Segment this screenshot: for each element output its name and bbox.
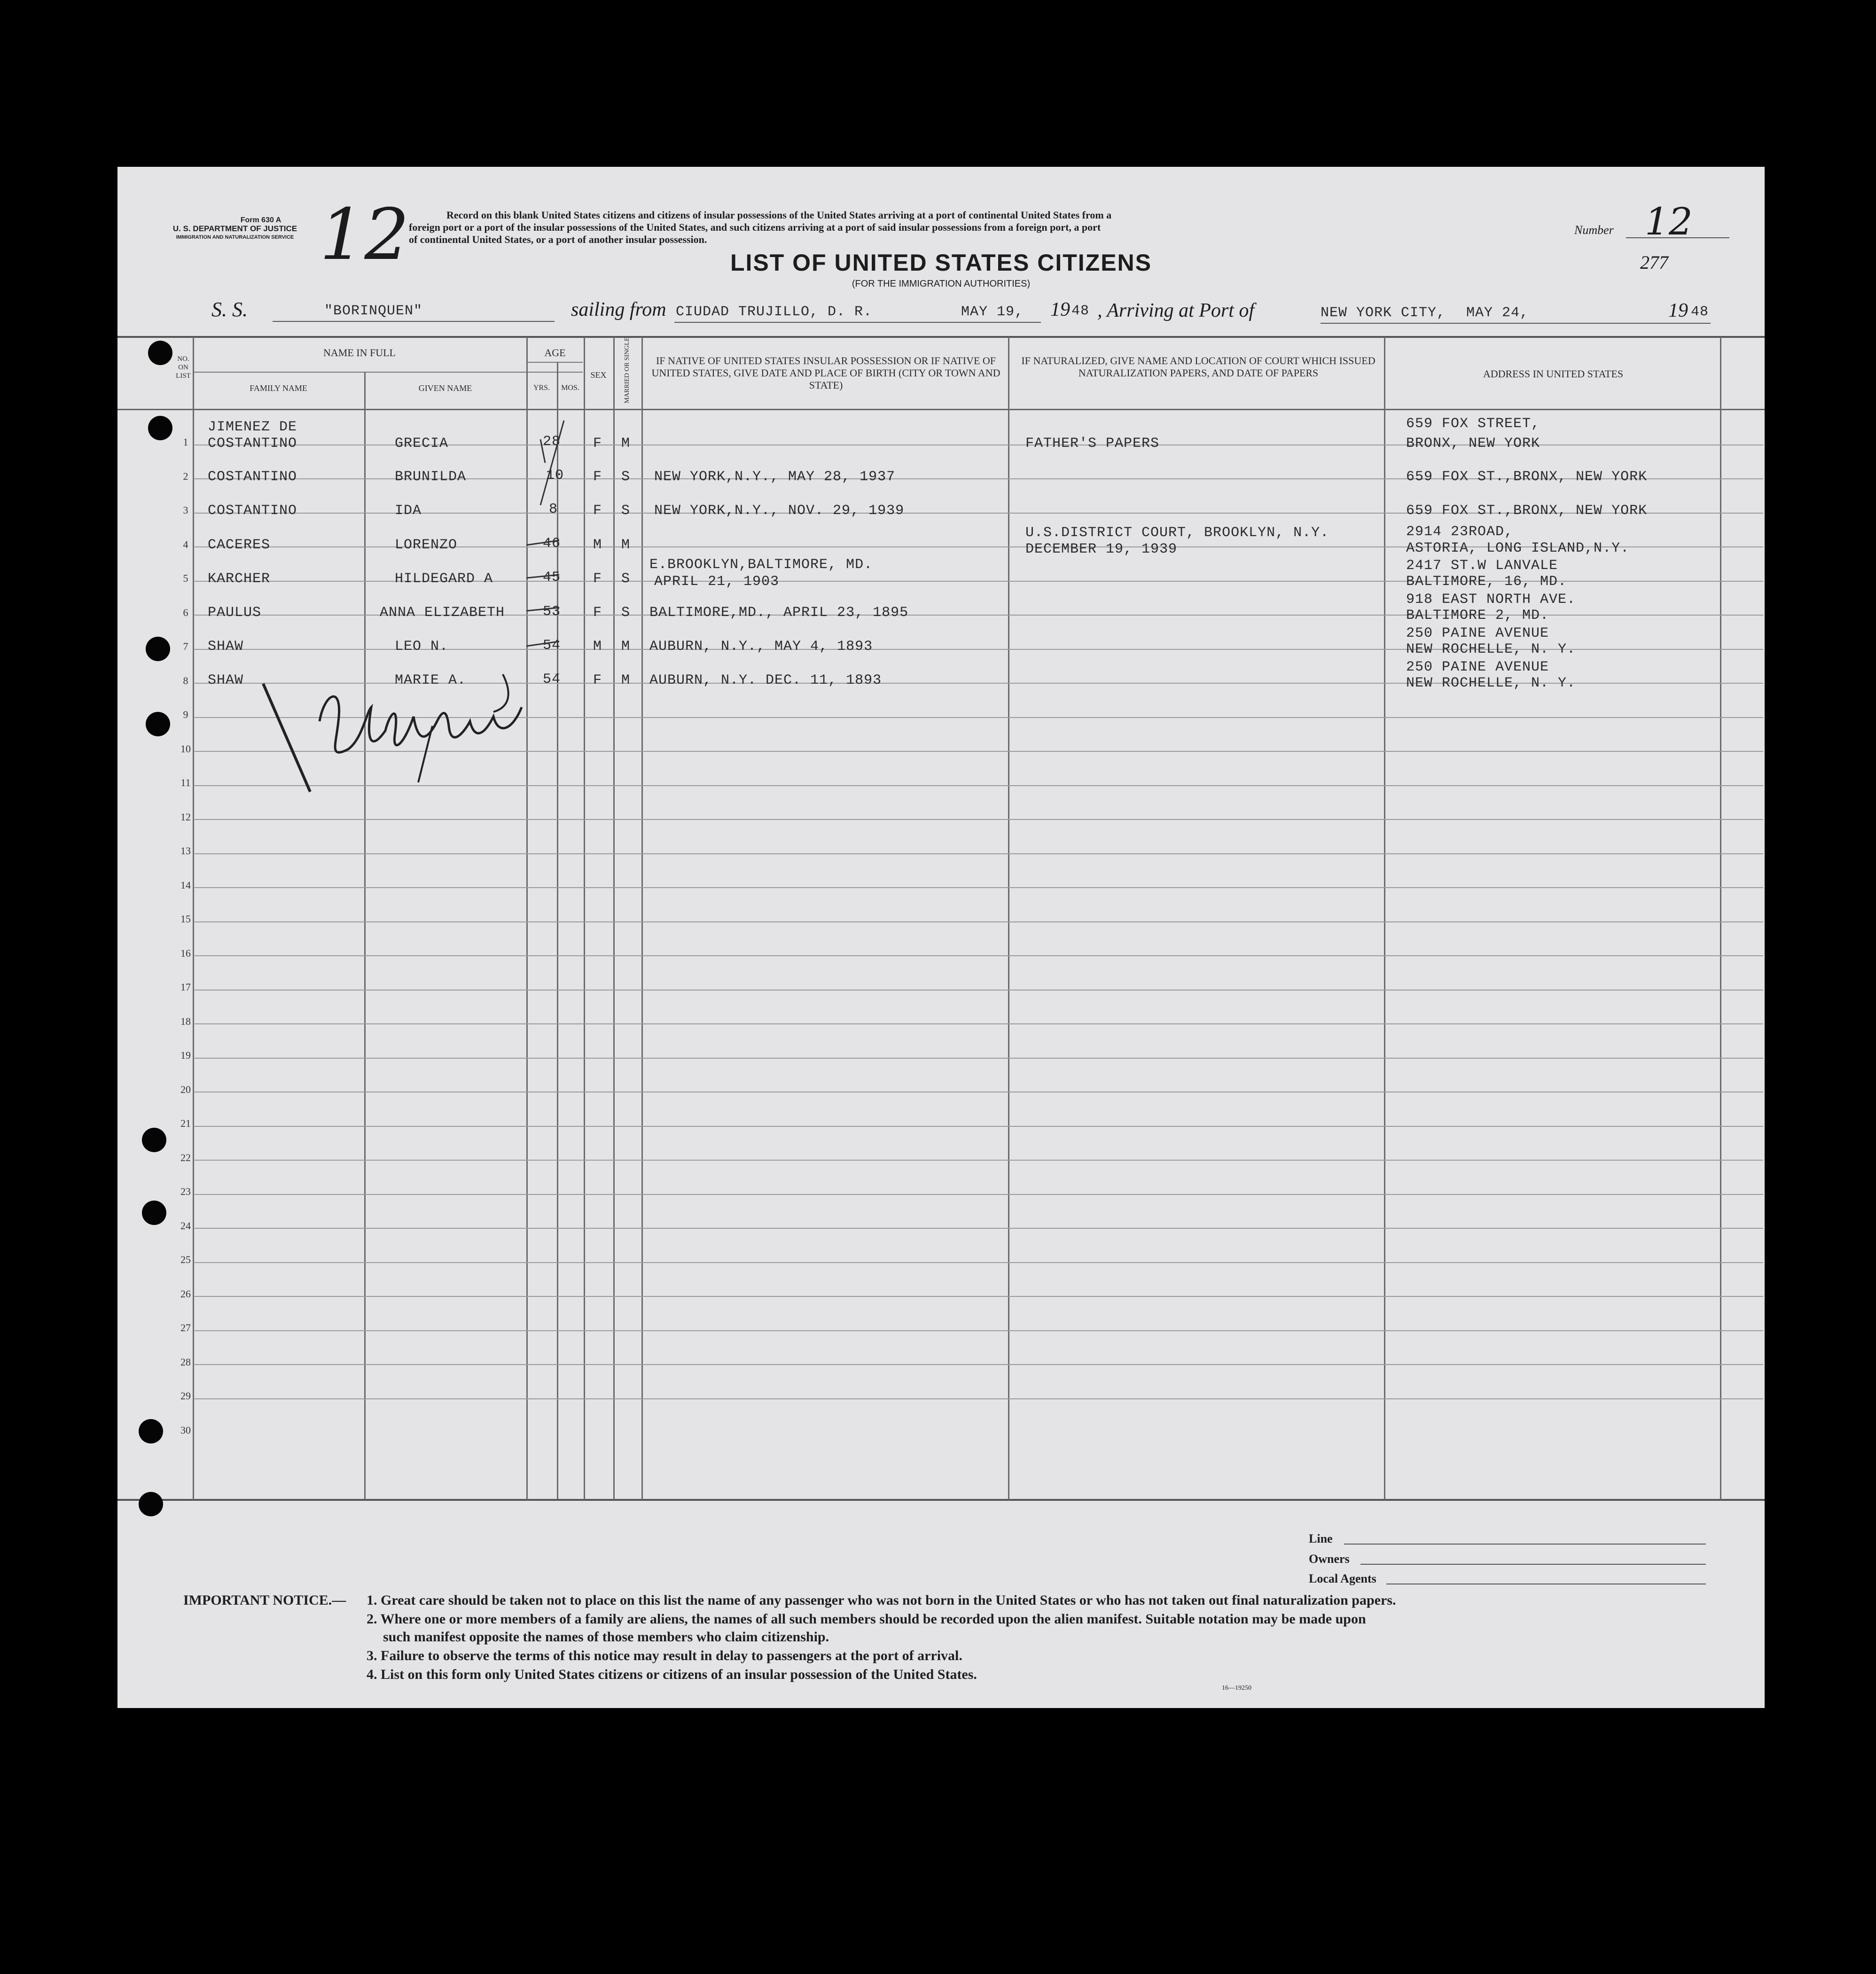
birth-place-date: BALTIMORE,MD., APRIL 23, 1895 — [649, 605, 909, 621]
row-rule — [194, 1398, 1763, 1399]
given-name: LEO N. — [395, 639, 449, 655]
row-number: 29 — [180, 1390, 191, 1402]
name-subheader-line — [193, 372, 583, 373]
row-number: 23 — [180, 1186, 191, 1197]
marital-status: M — [621, 537, 631, 553]
row-number: 26 — [180, 1288, 191, 1300]
family-name: KARCHER — [208, 571, 271, 587]
sex: F — [593, 672, 602, 688]
line-blank — [1344, 1544, 1706, 1545]
age-years: 28 — [543, 434, 561, 450]
form-number: Form 630 A — [240, 216, 281, 224]
header-naturalized: IF NATURALIZED, GIVE NAME AND LOCATION OF COURT WHICH ISSUED NATURALIZATION PAPERS, AND DATE OF PAPERS — [1021, 355, 1376, 379]
age-years: 45 — [543, 570, 561, 585]
instruction-line-1: Record on this blank United States citizens and citizens of insular possessions of the United States arriving at a port of continental United States from a — [446, 209, 1112, 221]
row-rule — [194, 1023, 1763, 1024]
marital-status: S — [621, 605, 631, 621]
row-number: 1 — [183, 436, 188, 448]
notice-4: 4. List on this form only United States citizens or citizens of an insular possession of the United States. — [367, 1667, 977, 1682]
address-line-2: NEW ROCHELLE, N. Y. — [1406, 641, 1576, 657]
sex: M — [593, 537, 602, 553]
address-line-2: BALTIMORE, 16, MD. — [1406, 574, 1567, 590]
row-number: 15 — [180, 913, 191, 925]
binder-hole — [146, 712, 170, 736]
row-number: 25 — [180, 1254, 191, 1265]
birth-place-date: NEW YORK,N.Y., MAY 28, 1937 — [654, 469, 896, 485]
address-line-2: BRONX, NEW YORK — [1406, 436, 1540, 452]
row-rule — [194, 1228, 1763, 1229]
row-number: 28 — [180, 1356, 191, 1368]
page-number: 277 — [1640, 252, 1668, 273]
number-value: 12 — [1645, 200, 1693, 243]
col-line-married — [641, 337, 643, 1500]
row-number: 7 — [183, 640, 188, 652]
address-line-2: BALTIMORE 2, MD. — [1406, 608, 1549, 624]
instructions-text — [409, 209, 1593, 246]
row-rule — [194, 990, 1763, 991]
sailing-label: sailing from — [571, 299, 666, 320]
header-yrs: YRS. — [533, 384, 550, 392]
header-no-on-list: NO. ON LIST — [176, 355, 191, 380]
row-rule — [194, 1262, 1763, 1263]
notice-1: 1. Great care should be taken not to place on this list the name of any passenger who was not born in the United States or who has not taken out final naturalization papers. — [367, 1592, 1396, 1608]
row-rule — [194, 1126, 1763, 1127]
sex: F — [593, 469, 602, 485]
notice-2: 2. Where one or more members of a family are aliens, the names of all such members should be recorded upon the alien manifest. Suitable notation may be made upon — [367, 1611, 1366, 1627]
family-name: COSTANTINO — [208, 503, 297, 519]
row-number: 19 — [180, 1049, 191, 1061]
address-line-2: NEW ROCHELLE, N. Y. — [1406, 675, 1576, 691]
row-number: 27 — [180, 1322, 191, 1334]
naturalization: U.S.DISTRICT COURT, BROOKLYN, N.Y. — [1025, 525, 1329, 541]
given-name: ANNA ELIZABETH — [380, 605, 505, 621]
form-id-block — [155, 216, 315, 242]
row-number: 17 — [180, 981, 191, 993]
address: 2914 23ROAD, — [1406, 524, 1514, 540]
ship-name: "BORINQUEN" — [324, 303, 423, 319]
address: 2417 ST.W LANVALE — [1406, 558, 1558, 574]
row-rule — [194, 819, 1763, 820]
year-prefix-1: 19 — [1050, 299, 1070, 320]
marital-status: M — [621, 672, 631, 688]
address: 659 FOX ST.,BRONX, NEW YORK — [1406, 469, 1648, 485]
address: 250 PAINE AVENUE — [1406, 659, 1549, 675]
agents-label: Local Agents — [1309, 1572, 1376, 1585]
address-line-2: ASTORIA, LONG ISLAND,N.Y. — [1406, 540, 1630, 556]
row-rule — [194, 1364, 1763, 1365]
notice-3: 3. Failure to observe the terms of this notice may result in delay to passengers at the port of arrival. — [367, 1648, 962, 1663]
header-mos: MOS. — [561, 384, 579, 392]
year-prefix-2: 19 — [1668, 300, 1688, 321]
ss-label: S. S. — [211, 298, 248, 321]
family-name: PAULUS — [208, 605, 262, 621]
instruction-line-3: of continental United States, or a port of another insular possession. — [409, 234, 707, 245]
line-label: Line — [1309, 1532, 1333, 1545]
row-number: 13 — [180, 845, 191, 857]
age-years: 54 — [543, 638, 561, 654]
family-name: SHAW — [208, 639, 244, 655]
header-address: ADDRESS IN UNITED STATES — [1483, 368, 1624, 380]
binder-hole — [139, 1492, 163, 1516]
marital-status: S — [621, 469, 631, 485]
row-rule — [194, 921, 1763, 922]
number-label: Number — [1574, 223, 1614, 237]
row-number: 12 — [180, 811, 191, 823]
binder-hole — [148, 416, 172, 440]
row-number: 10 — [180, 743, 191, 755]
family-name: COSTANTINO — [208, 469, 297, 485]
naturalization: FATHER'S PAPERS — [1025, 436, 1160, 452]
binder-hole — [148, 341, 172, 365]
given-name: MARIE A. — [395, 672, 467, 688]
row-number: 24 — [180, 1220, 191, 1232]
binder-hole — [139, 1419, 163, 1443]
row-rule — [194, 853, 1763, 854]
sex: F — [593, 503, 602, 519]
given-name: IDA — [395, 503, 422, 519]
ship-underline — [273, 321, 555, 322]
naturalization-line-2: DECEMBER 19, 1939 — [1025, 541, 1178, 557]
age-years: 8 — [549, 501, 558, 517]
row-number: 20 — [180, 1084, 191, 1095]
row-number: 30 — [180, 1424, 191, 1436]
sex: F — [593, 436, 602, 452]
print-code: 16—19250 — [1222, 1685, 1251, 1692]
row-number: 14 — [180, 879, 191, 891]
birth-place-date: AUBURN, N.Y., MAY 4, 1893 — [649, 639, 873, 655]
row-number: 8 — [183, 675, 188, 687]
header-married-single: MARRIED OR SINGLE — [624, 337, 631, 404]
col-line-naturalized — [1384, 337, 1385, 1500]
family-name: CACERES — [208, 537, 271, 553]
given-name: GRECIA — [395, 436, 449, 452]
given-name: BRUNILDA — [395, 469, 467, 485]
row-rule — [194, 887, 1763, 888]
marital-status: M — [621, 436, 631, 452]
row-rule — [194, 1160, 1763, 1161]
page-title: LIST OF UNITED STATES CITIZENS — [730, 250, 1152, 276]
row-rule — [194, 1194, 1763, 1195]
row-number: 6 — [183, 607, 188, 618]
service-name: IMMIGRATION AND NATURALIZATION SERVICE — [176, 234, 294, 240]
arrival-underline — [1321, 323, 1711, 324]
age-years: 53 — [543, 604, 561, 620]
handwritten-signature — [249, 665, 634, 815]
instruction-line-2: foreign port or a port of the insular possessions of the United States, and such citizens arriving at a port of said insular possessions from a foreign port, a port — [409, 221, 1101, 233]
arrival-year: 48 — [1691, 304, 1709, 320]
row-number: 3 — [183, 504, 188, 516]
sex: F — [593, 571, 602, 587]
age-years: 46 — [543, 536, 561, 552]
address: 659 FOX ST.,BRONX, NEW YORK — [1406, 503, 1648, 519]
family-name: SHAW — [208, 672, 244, 688]
given-name: LORENZO — [395, 537, 458, 553]
col-line-birth — [1008, 337, 1009, 1500]
family-name: JIMENEZ DE — [208, 419, 297, 435]
arrival-date: MAY 24, — [1466, 305, 1529, 321]
page-subtitle: (FOR THE IMMIGRATION AUTHORITIES) — [852, 279, 1031, 289]
birth-place-date: E.BROOKLYN,BALTIMORE, MD. — [649, 557, 873, 573]
sex: F — [593, 605, 602, 621]
marital-status: M — [621, 639, 631, 655]
owners-label: Owners — [1309, 1552, 1350, 1566]
row-number: 4 — [183, 538, 188, 550]
header-given-name: GIVEN NAME — [418, 383, 472, 393]
marital-status: S — [621, 571, 631, 587]
row-number: 9 — [183, 709, 188, 720]
address: 918 EAST NORTH AVE. — [1406, 592, 1576, 608]
header-family-name: FAMILY NAME — [250, 383, 307, 393]
header-name-in-full: NAME IN FULL — [323, 347, 396, 359]
birth-place-date-line-2: APRIL 21, 1903 — [654, 574, 780, 590]
col-line-sex — [613, 337, 615, 1500]
marital-status: S — [621, 503, 631, 519]
row-number: 18 — [180, 1015, 191, 1027]
header-age: AGE — [544, 347, 566, 359]
binder-hole — [142, 1128, 166, 1152]
row-rule — [194, 955, 1763, 956]
age-years: 10 — [546, 468, 564, 484]
address: 250 PAINE AVENUE — [1406, 625, 1549, 641]
age-checkmarks — [522, 411, 587, 674]
row-rule — [194, 1058, 1763, 1059]
row-rule — [194, 1330, 1763, 1331]
age-subheader-line — [526, 362, 583, 363]
sex: M — [593, 639, 602, 655]
sail-year: 48 — [1071, 303, 1090, 319]
sail-date: MAY 19, — [961, 304, 1024, 320]
binder-hole — [146, 637, 170, 661]
row-rule — [194, 1296, 1763, 1297]
col-line-address — [1720, 337, 1721, 1500]
family-name-line-2: COSTANTINO — [208, 436, 297, 452]
arriving-label: , Arriving at Port of — [1097, 300, 1255, 321]
from-port-underline — [674, 322, 1041, 323]
header-sex: SEX — [590, 370, 607, 380]
address: 659 FOX STREET, — [1406, 416, 1540, 432]
row-number: 2 — [183, 470, 188, 482]
arrival-port: NEW YORK CITY, — [1321, 305, 1446, 321]
row-number: 22 — [180, 1152, 191, 1163]
row-number: 5 — [183, 572, 188, 584]
age-years: 54 — [543, 671, 561, 687]
header-birth: IF NATIVE OF UNITED STATES INSULAR POSSESSION OR IF NATIVE OF UNITED STATES, GIVE DATE AND PLACE OF BIRTH (CITY OR TOWN AND STATE) — [651, 355, 1001, 391]
table-top-border — [117, 336, 1765, 338]
birth-place-date: NEW YORK,N.Y., NOV. 29, 1939 — [654, 503, 905, 519]
from-port: CIUDAD TRUJILLO, D. R. — [676, 304, 873, 320]
row-number: 21 — [180, 1117, 191, 1129]
department-name: U. S. DEPARTMENT OF JUSTICE — [172, 224, 297, 233]
manifest-page — [117, 167, 1765, 1708]
handwritten-list-mark: 12 — [320, 194, 409, 276]
owners-blank — [1360, 1564, 1706, 1565]
notice-2-continued: such manifest opposite the names of those members who claim citizenship. — [383, 1629, 829, 1645]
row-number: 16 — [180, 947, 191, 959]
given-name: HILDEGARD A — [395, 571, 493, 587]
birth-place-date: AUBURN, N.Y. DEC. 11, 1893 — [649, 672, 882, 688]
binder-hole — [142, 1201, 166, 1225]
notice-title: IMPORTANT NOTICE.— — [183, 1592, 346, 1608]
row-number: 11 — [180, 777, 191, 788]
